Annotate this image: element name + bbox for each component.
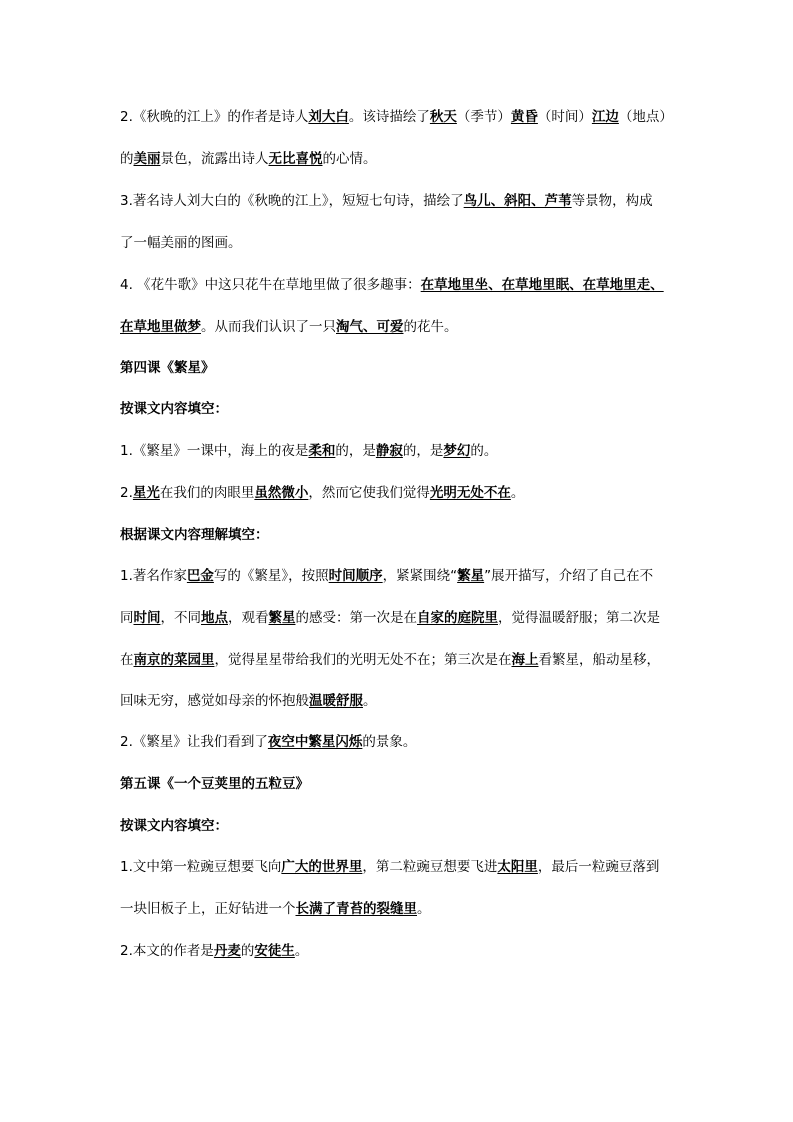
body-text: 看繁星，船动星移， bbox=[538, 652, 660, 668]
answer-text: 美丽 bbox=[133, 151, 161, 167]
answer-text: 无比喜悦 bbox=[268, 151, 323, 167]
answer-text: 广大的世界里 bbox=[281, 859, 363, 875]
text-line bbox=[120, 566, 680, 586]
body-text: 。 bbox=[294, 943, 309, 959]
body-text: 的心情。 bbox=[322, 151, 377, 167]
body-text: 写的《繁星》，按照 bbox=[213, 568, 329, 584]
body-text: 。该诗描绘了 bbox=[348, 109, 430, 125]
body-text: 的景象。 bbox=[362, 734, 417, 750]
answer-text: 繁星 bbox=[268, 610, 296, 626]
text-line bbox=[120, 608, 680, 628]
body-text: 1.著名作家 bbox=[120, 568, 187, 584]
body-text: ，观看 bbox=[228, 610, 269, 626]
answer-text: 南京的菜园里 bbox=[133, 652, 215, 668]
body-text: 的感受：第一次是在 bbox=[295, 610, 417, 626]
answer-text: 柔和 bbox=[308, 443, 336, 459]
answer-text: 星光 bbox=[132, 485, 160, 501]
answer-text: 黄昏 bbox=[510, 109, 538, 125]
answer-text: 自家的庭院里 bbox=[417, 610, 498, 626]
section-heading bbox=[120, 399, 680, 419]
body-text: 根据课文内容理解填空： bbox=[120, 527, 269, 543]
text-line bbox=[120, 191, 680, 211]
text-line bbox=[120, 233, 680, 253]
answer-text: 时间 bbox=[133, 610, 161, 626]
answer-text: 淘气、可爱 bbox=[336, 319, 404, 335]
answer-text: 光明无处不在 bbox=[429, 485, 511, 501]
answer-text: 夜空中繁星闪烁 bbox=[267, 734, 363, 750]
answer-text: 在草地里做梦 bbox=[120, 319, 201, 335]
text-line bbox=[120, 857, 680, 877]
answer-text: 繁星 bbox=[457, 568, 485, 584]
text-line bbox=[120, 317, 680, 337]
body-text: 在 bbox=[120, 652, 134, 668]
body-text: 按课文内容填空： bbox=[120, 818, 228, 834]
body-text: ，不同 bbox=[160, 610, 201, 626]
text-line bbox=[120, 275, 680, 295]
text-line bbox=[120, 483, 680, 503]
text-line bbox=[120, 149, 680, 169]
answer-text: 鸟儿、斜阳、芦苇 bbox=[463, 193, 572, 209]
body-text: 的 bbox=[120, 151, 134, 167]
body-text: ，最后一粒豌豆落到 bbox=[537, 859, 660, 875]
answer-text: 太阳里 bbox=[497, 859, 538, 875]
answer-text: 丹麦 bbox=[213, 943, 241, 959]
body-text: 第四课《繁星》 bbox=[120, 360, 215, 376]
answer-text: 刘大白 bbox=[308, 109, 349, 125]
body-text: （季节） bbox=[456, 109, 511, 125]
answer-text: 巴金 bbox=[186, 568, 214, 584]
text-line bbox=[120, 650, 680, 670]
body-text: （时间） bbox=[537, 109, 592, 125]
body-text: 。 bbox=[363, 693, 377, 709]
text-line bbox=[120, 691, 680, 711]
answer-text: 时间顺序 bbox=[328, 568, 383, 584]
body-text: ，然而它使我们觉得 bbox=[308, 485, 430, 501]
body-text: 2. bbox=[120, 485, 133, 501]
body-text: 。 bbox=[510, 485, 525, 501]
body-text: 的花牛。 bbox=[403, 319, 458, 335]
answer-text: 江边 bbox=[591, 109, 619, 125]
body-text: 回味无穷，感觉如母亲的怀抱般 bbox=[120, 693, 309, 709]
body-text: 。从而我们认识了一只 bbox=[201, 319, 336, 335]
answer-text: 梦幻 bbox=[443, 443, 471, 459]
section-heading bbox=[120, 774, 680, 794]
body-text: 景色，流露出诗人 bbox=[160, 151, 269, 167]
body-text: ，紧紧围绕“ bbox=[382, 568, 458, 584]
body-text: ，觉得温暖舒服；第二次是 bbox=[498, 610, 660, 626]
answer-text: 在草地里坐、在草地里眠、在草地里走、 bbox=[420, 277, 664, 293]
body-text: 的，是 bbox=[402, 443, 444, 459]
body-text: 1.文中第一粒豌豆想要飞向 bbox=[120, 859, 282, 875]
answer-text: 静寂 bbox=[375, 443, 403, 459]
answer-text: 地点 bbox=[201, 610, 228, 626]
body-text: ”展开描写，介绍了自己在不 bbox=[484, 568, 654, 584]
answer-text: 海上 bbox=[511, 652, 539, 668]
body-text: 2.本文的作者是 bbox=[120, 943, 214, 959]
text-line bbox=[120, 441, 680, 461]
answer-text: 秋天 bbox=[429, 109, 457, 125]
body-text: 等景物，构成 bbox=[571, 193, 653, 209]
section-heading bbox=[120, 816, 680, 836]
body-text: ，觉得星星带给我们的光明无处不在；第三次是在 bbox=[214, 652, 512, 668]
answer-text: 安徒生 bbox=[254, 943, 295, 959]
section-heading bbox=[120, 358, 680, 378]
answer-text: 长满了青苔的裂缝里 bbox=[295, 901, 417, 917]
body-text: 第五课《一个豆荚里的五粒豆》 bbox=[120, 776, 309, 792]
body-text: 1.《繁星》一课中，海上的夜是 bbox=[120, 443, 309, 459]
text-line bbox=[120, 732, 680, 752]
text-line bbox=[120, 107, 680, 127]
body-text: 2.《秋晚的江上》的作者是诗人 bbox=[120, 109, 309, 125]
body-text: 同 bbox=[120, 610, 134, 626]
body-text: 3.著名诗人刘大白的《秋晚的江上》，短短七句诗，描绘了 bbox=[120, 193, 464, 209]
body-text: 2.《繁星》让我们看到了 bbox=[120, 734, 268, 750]
answer-text: 温暖舒服 bbox=[309, 693, 363, 709]
body-text: 的 bbox=[240, 943, 255, 959]
text-line bbox=[120, 899, 680, 919]
body-text: 按课文内容填空： bbox=[120, 401, 228, 417]
body-text: 一块旧板子上，正好钻进一个 bbox=[120, 901, 296, 917]
body-text: 的。 bbox=[470, 443, 498, 459]
body-text: 了一幅美丽的图画。 bbox=[120, 235, 242, 251]
body-text: 。 bbox=[417, 901, 431, 917]
text-line bbox=[120, 941, 680, 961]
body-text: 在我们的肉眼里 bbox=[159, 485, 255, 501]
body-text: 4. 《花牛歌》中这只花牛在草地里做了很多趣事： bbox=[120, 277, 421, 293]
answer-text: 虽然微小 bbox=[254, 485, 309, 501]
body-text: （地点） bbox=[618, 109, 673, 125]
body-text: ，第二粒豌豆想要飞进 bbox=[362, 859, 498, 875]
body-text: 的，是 bbox=[335, 443, 376, 459]
section-heading bbox=[120, 525, 680, 545]
